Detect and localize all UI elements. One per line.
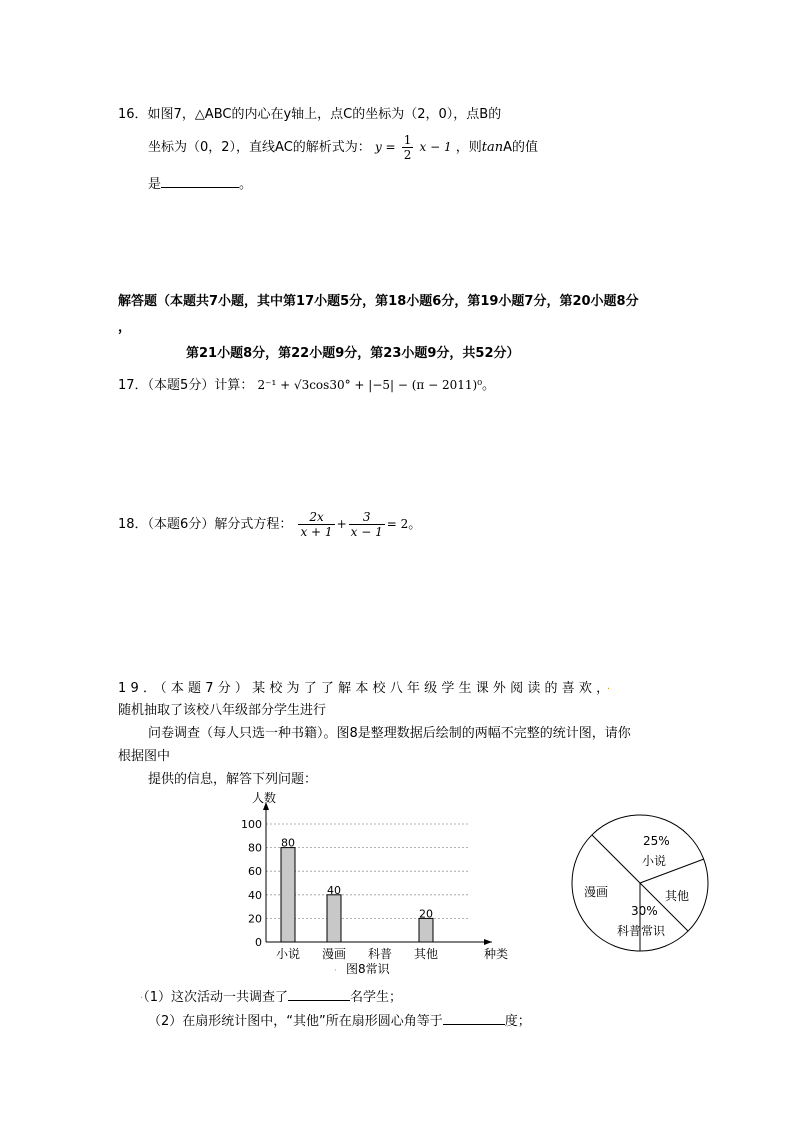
- q19-sub2-prefix: （2）在扇形统计图中，“其他”所在扇形圆心角等于: [148, 1014, 443, 1029]
- q17-expression: 2⁻¹ + √3cos30° + |−5| − (π − 2011)⁰: [257, 378, 483, 392]
- q16-line2-prefix: 坐标为（0，2），直线AC的解析式为：: [148, 140, 371, 155]
- q18-fraction-1: [298, 510, 334, 539]
- q16-eq-lhs: y =: [374, 140, 396, 154]
- q19-sub2-blank[interactable]: [443, 1012, 505, 1025]
- pie-label-novel: 小说: [642, 854, 667, 868]
- pie-label-other: 其他: [665, 889, 690, 903]
- section-heading-line1: 解答题（本题共7小题，其中第17小题5分，第18小题6分，第19小题7分，第20小题8分: [118, 294, 639, 309]
- q18-end: 。: [408, 517, 422, 532]
- x-axis-label: 种类: [484, 947, 509, 961]
- anchor-dot: ·: [606, 684, 615, 695]
- section-heading-comma: ，: [118, 320, 132, 335]
- q16-fraction: [402, 133, 414, 162]
- q16-eq-rhs: x − 1: [419, 140, 452, 154]
- q16-line2: [148, 133, 538, 162]
- q16-line3-end: 。: [239, 177, 253, 192]
- y-tick-label: 100: [241, 818, 262, 831]
- q19-sub2: [148, 1010, 531, 1029]
- bar-data-label: 20: [419, 907, 433, 921]
- q19-line5: 提供的信息，解答下列问题：: [148, 772, 318, 787]
- q19-line1: [118, 677, 614, 696]
- q16-suffix-a: ，则: [455, 140, 482, 155]
- q18-f1-num: 2x: [298, 510, 334, 525]
- q17-prefix: 17．（本题5分）计算：: [118, 378, 254, 393]
- x-tick-label: 小说: [275, 947, 301, 961]
- section-heading-line2: 第21小题8分，第22小题9分，第23小题9分，共52分）: [186, 346, 520, 361]
- y-tick-label: 20: [248, 912, 262, 926]
- q19-line1-text: 19．（本题7分）某校为了了解本校八年级学生课外阅读的喜欢，: [118, 681, 607, 696]
- q17-end: 。: [482, 378, 496, 393]
- y-axis-label: 人数: [252, 791, 277, 805]
- q19-line2: 随机抽取了该校八年级部分学生进行: [118, 703, 327, 718]
- q19-sub2-suffix: 度；: [504, 1014, 531, 1029]
- bar-小说: [281, 848, 295, 942]
- q16-line3-text: 是: [148, 177, 162, 192]
- pie-label-comics: 漫画: [584, 885, 609, 899]
- q16-frac-den: 2: [403, 148, 412, 162]
- x-tick-label: 其他: [413, 947, 439, 961]
- q18-f2-den: x − 1: [350, 525, 383, 539]
- bar-data-label: 80: [281, 836, 295, 850]
- bar-其他: [419, 918, 433, 942]
- q18-equals: = 2: [386, 517, 409, 531]
- q18-f2-num: 3: [349, 510, 385, 525]
- q18-f1-den: x + 1: [300, 525, 333, 539]
- q18: [118, 510, 421, 539]
- x-tick-label: 科普: [367, 947, 393, 961]
- bar-漫画: [327, 895, 341, 942]
- chart-caption: 图8常识: [346, 962, 390, 976]
- q18-prefix: 18．（本题6分）解分式方程：: [118, 517, 293, 532]
- q18-fraction-2: [349, 510, 385, 539]
- y-tick-label: 40: [248, 888, 262, 902]
- y-tick-label: 0: [255, 936, 262, 949]
- pie-label-science-percent: 30%: [631, 904, 658, 918]
- q16-answer-blank[interactable]: [161, 175, 239, 188]
- anchor-dot-sub1: ·: [140, 993, 144, 1004]
- q19-line3: 问卷调查（每人只选一种书籍）。图8是整理数据后绘制的两幅不完整的统计图，请你: [148, 726, 631, 741]
- pie-label-science: 科普常识: [617, 924, 666, 938]
- bar-chart: [230, 788, 520, 978]
- q16-line1: 16．如图7，△ABC的内心在y轴上，点C的坐标为（2，0），点B的: [118, 107, 502, 122]
- bar-data-label: 40: [327, 883, 341, 897]
- q16-line3: [148, 173, 252, 192]
- x-axis-arrow: [484, 939, 492, 945]
- q18-plus: +: [336, 517, 347, 531]
- q19-sub1-blank[interactable]: [288, 988, 350, 1001]
- q19-sub1: [140, 986, 402, 1005]
- q16-suffix-b: A的值: [503, 140, 539, 155]
- q19-sub1-suffix: 名学生；: [349, 990, 402, 1005]
- x-tick-label: 漫画: [321, 947, 347, 961]
- q19-line4: 根据图中: [118, 749, 171, 764]
- q16-tan: tan: [481, 140, 504, 155]
- q16-frac-num: 1: [403, 133, 412, 147]
- pie-label-novel-percent: 25%: [643, 834, 670, 848]
- q17: [118, 374, 495, 393]
- q19-sub1-prefix: （1）这次活动一共调查了: [143, 990, 288, 1005]
- pie-chart: [568, 810, 718, 960]
- caption-dot: ·: [334, 966, 337, 976]
- y-tick-label: 80: [248, 841, 262, 855]
- y-tick-label: 60: [248, 865, 262, 879]
